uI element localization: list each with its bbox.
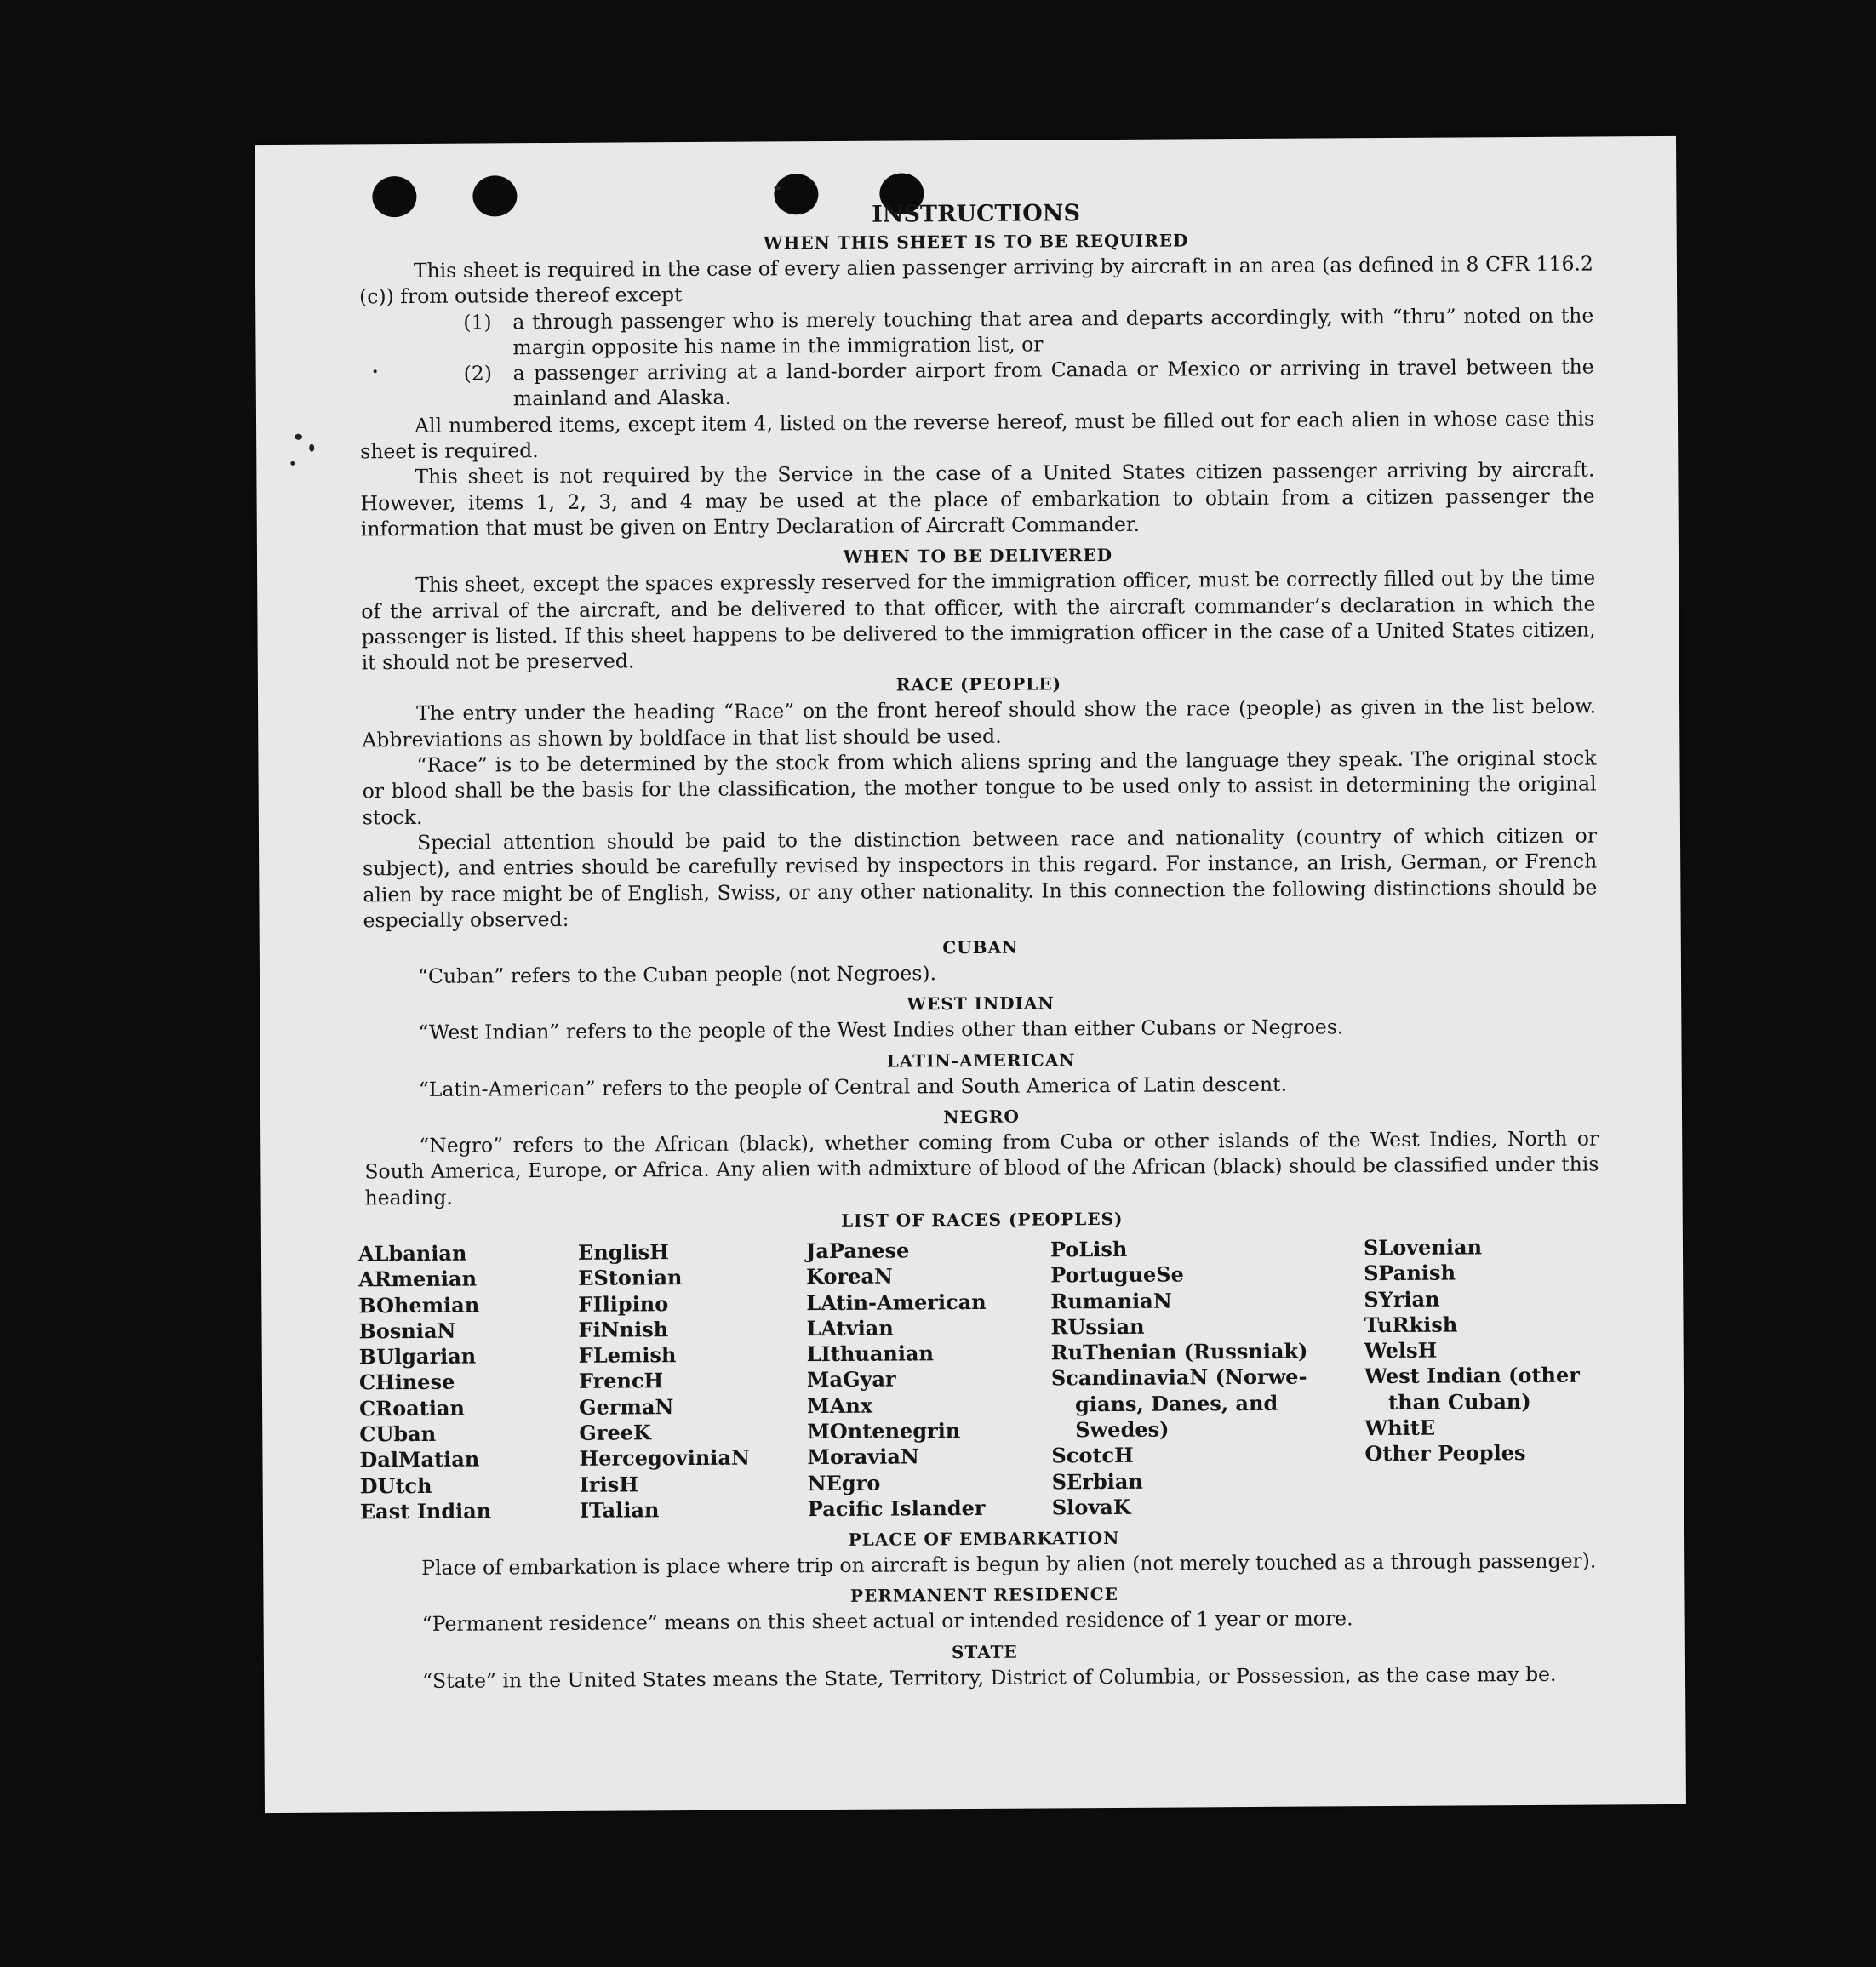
race-entry: WelsH: [1364, 1337, 1438, 1364]
latin-american-text: “Latin-American” refers to the people of Central and South America of Latin descent.: [418, 1072, 1288, 1101]
ink-speck: [290, 461, 295, 466]
race-entry: EnglisH: [577, 1239, 670, 1265]
race-entry: FLemish: [578, 1342, 677, 1368]
race-entry: Other Peoples: [1364, 1440, 1526, 1467]
race-list-column-4: [1050, 1235, 1365, 1521]
exception-number: (2): [463, 361, 493, 386]
place-of-embarkation-text: Place of embarkation is place where trip on aircraft is begun by alien (not merely touched as a through passenger).: [421, 1548, 1597, 1581]
race-entry: FiNnish: [578, 1316, 669, 1342]
west-indian-text: “West Indian” refers to the people of the West Indies other than either Cubans or Negroes.: [418, 1015, 1344, 1045]
race-entry: Pacific Islander: [807, 1495, 986, 1522]
race-entry-continued: than Cuban): [1387, 1388, 1531, 1415]
when-required-intro: This sheet is required in the case of every alien passenger arriving by aircraft in an area (as defined in 8 CFR 116.2 (c)) from outside thereof except: [359, 251, 1593, 309]
race-list-column-1: [358, 1240, 580, 1525]
exception-text: a through passenger who is merely touching that area and departs accordingly, with “thru” noted on the margin opposite his name in the immigration list, or: [512, 303, 1594, 360]
race-entry: TuRkish: [1364, 1312, 1458, 1337]
heading-negro: NEGRO: [943, 1106, 1020, 1128]
heading-state: STATE: [951, 1641, 1018, 1662]
race-entry: BUlgarian: [358, 1343, 477, 1369]
race-entry: NEgro: [807, 1470, 881, 1495]
ink-speck: [774, 186, 781, 190]
race-entry: BosniaN: [358, 1318, 456, 1344]
exception-number: (1): [463, 310, 492, 335]
heading-when-required: WHEN THIS SHEET IS TO BE REQUIRED: [763, 230, 1189, 254]
heading-race: RACE (PEOPLE): [895, 673, 1062, 695]
race-list-column-3: [806, 1237, 1052, 1522]
page-title: INSTRUCTIONS: [872, 200, 1081, 228]
exception-item-1: [463, 302, 1593, 361]
heading-when-delivered: WHEN TO BE DELIVERED: [843, 545, 1113, 568]
race-entry: ITalian: [579, 1497, 660, 1523]
race-entry: ARmenian: [358, 1266, 478, 1292]
race-entry: BOhemian: [358, 1292, 480, 1318]
race-entry: SlovaK: [1051, 1494, 1131, 1520]
heading-permanent-residence: PERMANENT RESIDENCE: [849, 1584, 1118, 1607]
race-paragraph: The entry under the heading “Race” on the front hereof should show the race (people) as given in the list below. Abbreviations as shown by boldface in that list should be used.: [362, 694, 1597, 752]
race-entry: HercegoviniaN: [579, 1444, 750, 1472]
state-text: “State” in the United States means the State, Territory, District of Columbia, or Possession, as the case may be.: [421, 1661, 1557, 1693]
exception-text: a passenger arriving at a land-border airport from Canada or Mexico or arriving in travel between the mainland and Alaska.: [512, 354, 1594, 411]
race-entry: KoreaN: [806, 1263, 894, 1289]
race-entry: ScotcH: [1051, 1443, 1134, 1468]
race-entry: LAtvian: [806, 1315, 894, 1341]
race-entry: MAnx: [807, 1392, 873, 1418]
race-entry: CUban: [359, 1421, 437, 1447]
race-entry: MaGyar: [806, 1366, 896, 1392]
race-entry: PortugueSe: [1050, 1261, 1184, 1288]
race-entry: EStonian: [578, 1265, 683, 1291]
race-entry: RuThenian (Russniak): [1050, 1338, 1308, 1365]
when-delivered-text: This sheet, except the spaces expressly reserved for the immigration officer, must be correctly filled out by the time of the arrival of the aircraft, and be delivered to that officer, with the aircraft commander’s declaration in which the passenger is listed. If this sheet happens to be delivered to the immigration officer in the case of a United States citizen, it should not be preserved.: [361, 565, 1596, 675]
race-entry: MOntenegrin: [807, 1418, 961, 1444]
race-entry: ScandinaviaN (Norwe-: [1050, 1364, 1307, 1391]
heading-cuban: CUBAN: [942, 936, 1019, 958]
race-entry: DUtch: [359, 1472, 432, 1498]
negro-text: “Negro” refers to the African (black), whether coming from Cuba or other islands of the West Indies, North or South America, Europe, or Africa. Any alien with admixture of blood of the African (black) should be classified under this heading.: [364, 1126, 1599, 1209]
heading-west-indian: WEST INDIAN: [907, 992, 1055, 1015]
race-entry: SLovenian: [1363, 1234, 1483, 1261]
race-entry: PoLish: [1050, 1236, 1128, 1262]
race-entry: JaPanese: [805, 1238, 910, 1264]
heading-place-of-embarkation: PLACE OF EMBARKATION: [848, 1528, 1120, 1551]
exception-item-2: [464, 354, 1594, 413]
race-entry: CHinese: [358, 1369, 455, 1395]
race-entry: SErbian: [1051, 1468, 1143, 1495]
race-entry: FrencH: [578, 1368, 664, 1394]
race-entry: FIlipino: [578, 1290, 669, 1317]
race-entry: LIthuanian: [806, 1341, 935, 1367]
instructions-content: [358, 197, 1602, 1695]
race-entry: CRoatian: [359, 1395, 465, 1421]
when-required-paragraph: All numbered items, except item 4, listed on the reverse hereof, must be filled out for each alien in whose case this sheet is required.: [360, 406, 1595, 464]
race-entry: SYrian: [1364, 1286, 1440, 1312]
race-entry: RUssian: [1050, 1313, 1145, 1340]
race-list-column-5: [1364, 1233, 1594, 1518]
race-entry-continued: Swedes): [1075, 1416, 1170, 1443]
race-entry: IrisH: [579, 1471, 638, 1497]
ink-speck: [295, 434, 302, 440]
race-entry: MoraviaN: [807, 1444, 919, 1470]
race-entry-continued: gians, Danes, and: [1074, 1390, 1278, 1416]
instruction-sheet: [255, 136, 1686, 1813]
race-entry: DalMatian: [359, 1446, 480, 1472]
race-entry: RumaniaN: [1050, 1288, 1172, 1313]
race-paragraph: Special attention should be paid to the distinction between race and nationality (country of which citizen or subject), and entries should be carefully revised by inspectors in this regard. For instance, an Irish, German, or French alien by race might be of English, Swiss, or any other nationality. In this connection the following distinctions should be especially observed:: [363, 823, 1598, 933]
race-entry: LAtin-American: [806, 1289, 987, 1315]
heading-latin-american: LATIN-AMERICAN: [886, 1049, 1076, 1072]
when-required-paragraph: This sheet is not required by the Service in the case of a United States citizen passenger arriving by aircraft. However, items 1, 2, 3, and 4 may be used at the place of embarkation to obtain from a citizen passenger the information that must be given on Entry Declaration of Aircraft Commander.: [360, 457, 1595, 541]
race-list: [358, 1233, 1601, 1524]
race-entry: ALbanian: [357, 1240, 467, 1267]
race-entry: GermaN: [579, 1393, 674, 1420]
race-entry: East Indian: [359, 1498, 492, 1524]
cuban-text: “Cuban” refers to the Cuban people (not Negroes).: [417, 961, 937, 989]
permanent-residence-text: “Permanent residence” means on this sheet actual or intended residence of 1 year or more.: [421, 1606, 1353, 1637]
race-paragraph: “Race” is to be determined by the stock from which aliens spring and the language they speak. The original stock or blood shall be the basis for the classification, the mother tongue to be used only to assist in determining the original stock.: [362, 746, 1597, 829]
heading-list-of-races: LIST OF RACES (PEOPLES): [840, 1208, 1124, 1231]
race-entry: West Indian (other: [1364, 1363, 1580, 1389]
race-list-column-2: [578, 1238, 808, 1524]
race-entry: SPanish: [1364, 1260, 1456, 1286]
race-entry: GreeK: [579, 1420, 651, 1445]
race-entry: WhitE: [1364, 1415, 1436, 1441]
ink-speck: [309, 444, 314, 452]
